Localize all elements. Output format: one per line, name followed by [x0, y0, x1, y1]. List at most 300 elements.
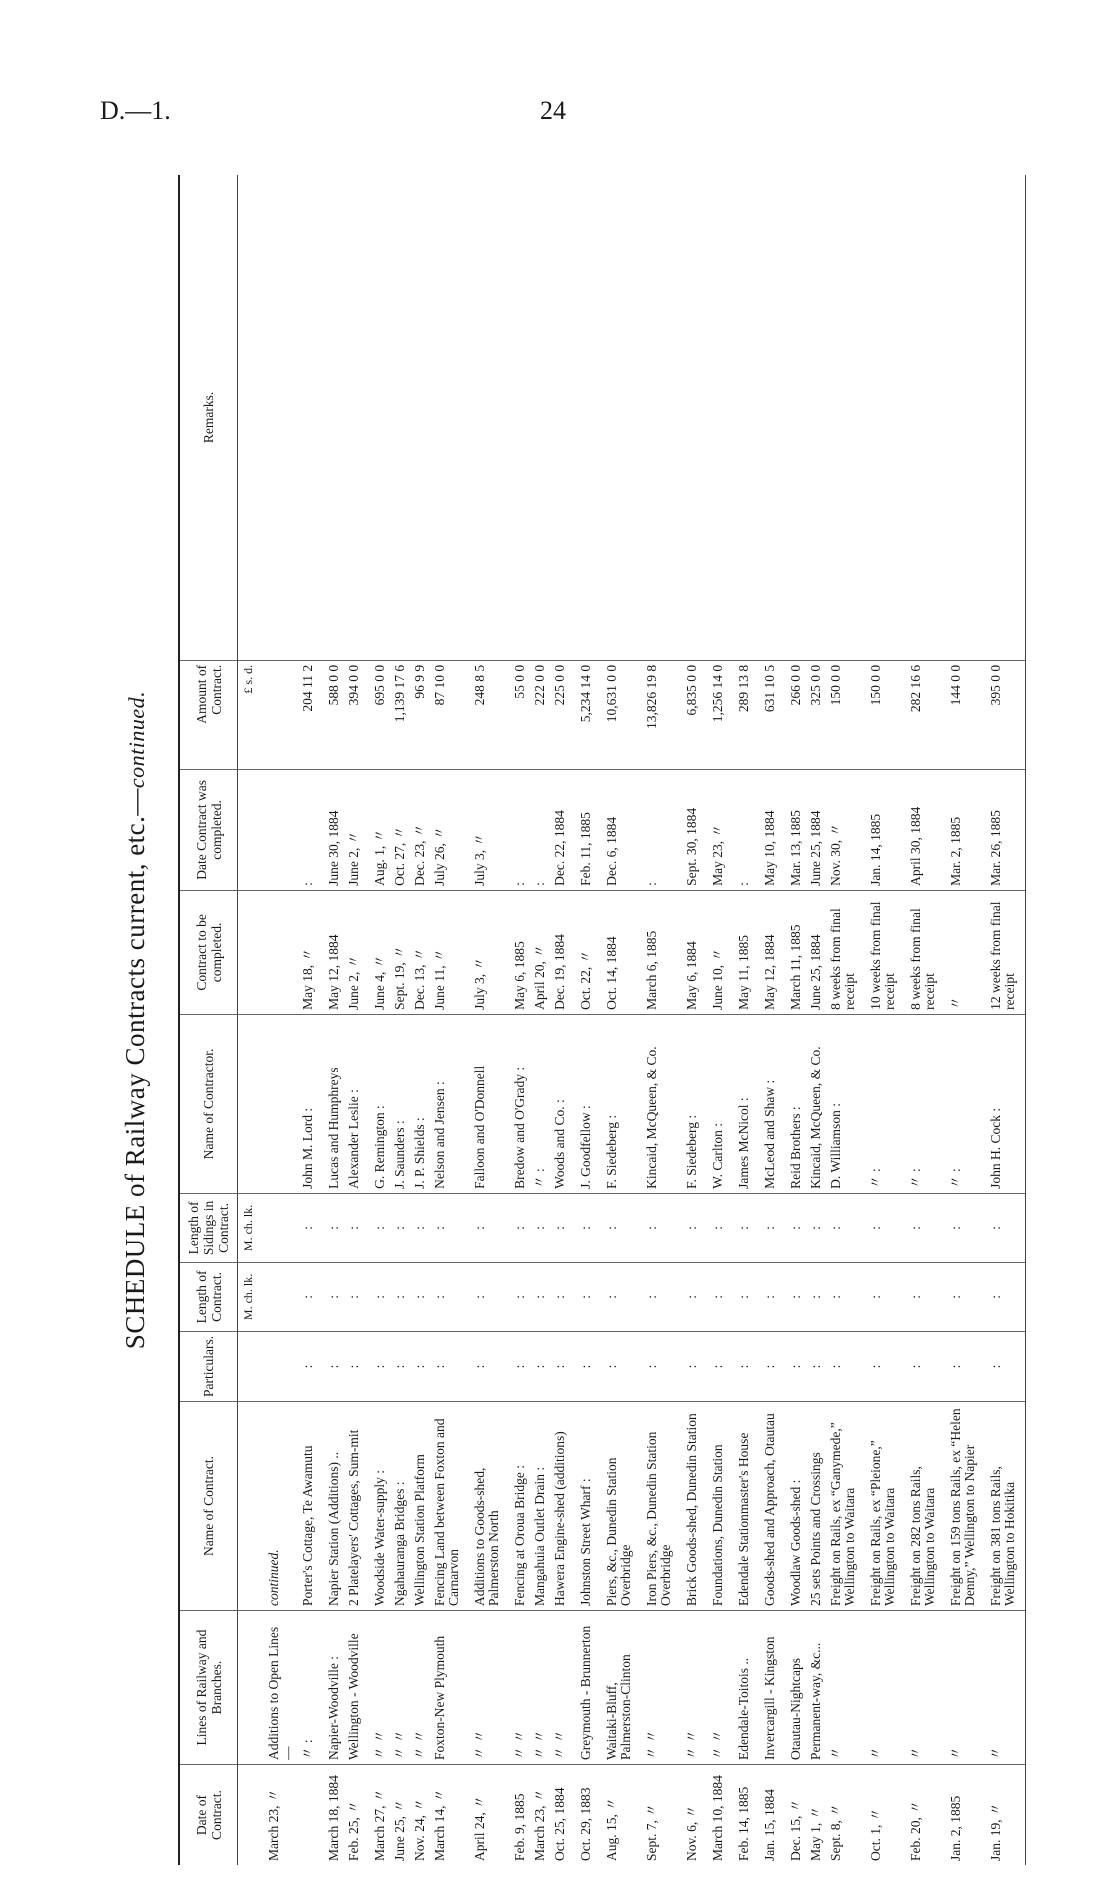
completed-cell: May 23, 〃: [702, 769, 728, 890]
completed-cell: July 26, 〃: [430, 769, 464, 890]
length-cell: :: [318, 1262, 344, 1331]
amount-cell: 695 0 0: [364, 660, 390, 769]
sidings-cell: :: [702, 1193, 728, 1262]
completed-cell: Jan. 14, 1885: [860, 769, 900, 890]
particulars-cell: :: [900, 1331, 940, 1401]
length-cell: :: [364, 1262, 390, 1331]
length-cell: :: [980, 1262, 1026, 1331]
table-row: [596, 175, 636, 1865]
contract-name-cell: Johnston Street Wharf :: [570, 1402, 596, 1611]
particulars-cell: :: [940, 1331, 980, 1401]
completed-cell: July 3, 〃: [464, 769, 504, 890]
length-cell: :: [900, 1262, 940, 1331]
contractor-cell: 〃 :: [530, 1014, 550, 1193]
length-cell: :: [676, 1262, 702, 1331]
contractor-cell: Falloon and O'Donnell: [464, 1014, 504, 1193]
table-body: [238, 175, 1026, 1865]
to-be-completed-cell: 10 weeks from final receipt: [860, 890, 900, 1014]
amount-cell: 144 0 0: [940, 660, 980, 769]
sidings-cell: :: [860, 1193, 900, 1262]
contractor-cell: 〃 :: [900, 1014, 940, 1193]
table-row: [410, 175, 430, 1865]
amount-cell: 6,835 0 0: [676, 660, 702, 769]
table-row: [318, 175, 344, 1865]
particulars-cell: :: [980, 1331, 1026, 1401]
contract-name-cell: Foundations, Dunedin Station: [702, 1402, 728, 1611]
lines-cell: 〃 〃: [504, 1611, 530, 1765]
to-be-completed-cell: 8 weeks from final receipt: [826, 890, 860, 1014]
particulars-cell: :: [504, 1331, 530, 1401]
lines-cell: 〃 〃: [464, 1611, 504, 1765]
remarks-cell: [504, 175, 530, 660]
length-cell: :: [550, 1262, 570, 1331]
contractor-cell: 〃 :: [860, 1014, 900, 1193]
length-cell: :: [728, 1262, 754, 1331]
contract-name-cell: Goods-shed and Approach, Otautau: [754, 1402, 780, 1611]
remarks-cell: [410, 175, 430, 660]
particulars-cell: :: [530, 1331, 550, 1401]
length-cell: :: [754, 1262, 780, 1331]
contract-name-cell: Additions to Goods-shed, Palmerston North: [464, 1402, 504, 1611]
sidings-cell: :: [344, 1193, 364, 1262]
contractor-cell: Woods and Co. :: [550, 1014, 570, 1193]
length-units: M. ch. lk.: [238, 1262, 259, 1331]
contract-name-cell: Porter's Cottage, Te Awamutu: [298, 1402, 318, 1611]
to-be-completed-cell: May 6, 1885: [504, 890, 530, 1014]
completed-cell: Mar. 26, 1885: [980, 769, 1026, 890]
date-cell: Feb. 14, 1885: [736, 1786, 751, 1861]
date-cell: Sept. 7, 〃: [644, 1803, 659, 1861]
sidings-cell: :: [596, 1193, 636, 1262]
sidings-cell: :: [318, 1193, 344, 1262]
contract-name-cell: Edendale Stationmaster's House: [728, 1402, 754, 1611]
sidings-cell: :: [940, 1193, 980, 1262]
title-continued: continued.: [124, 690, 149, 789]
lines-cell: Wellington - Woodville: [344, 1611, 364, 1765]
to-be-completed-cell: Dec. 13, 〃: [410, 890, 430, 1014]
completed-cell: :: [636, 769, 676, 890]
amount-cell: 87 10 0: [430, 660, 464, 769]
sidings-cell: :: [298, 1193, 318, 1262]
date-cell: Jan. 19, 〃: [980, 1765, 1026, 1866]
lines-cell: 〃: [826, 1611, 860, 1765]
col-length: Length of Contract.: [179, 1262, 238, 1331]
sidings-cell: :: [728, 1193, 754, 1262]
contractor-cell: J. Goodfellow :: [570, 1014, 596, 1193]
to-be-completed-cell: June 2, 〃: [344, 890, 364, 1014]
sidings-cell: :: [364, 1193, 390, 1262]
table-row: [728, 175, 754, 1865]
amount-cell: 55 0 0: [504, 660, 530, 769]
sidings-cell: :: [780, 1193, 806, 1262]
date-cell: June 25, 〃: [392, 1799, 407, 1861]
to-be-completed-cell: June 4, 〃: [364, 890, 390, 1014]
length-cell: :: [570, 1262, 596, 1331]
length-cell: :: [430, 1262, 464, 1331]
remarks-cell: [596, 175, 636, 660]
to-be-completed-cell: June 11, 〃: [430, 890, 464, 1014]
col-contractor: Name of Contractor.: [179, 1014, 238, 1193]
lines-cell: 〃: [900, 1611, 940, 1765]
contractor-cell: Nelson and Jensen :: [430, 1014, 464, 1193]
lines-cell: 〃 〃: [636, 1611, 676, 1765]
contract-name-cell: Hawera Engine-shed (additions): [550, 1402, 570, 1611]
completed-cell: :: [504, 769, 530, 890]
table-row: [702, 175, 728, 1865]
lines-cell: Otautau-Nightcaps: [780, 1611, 806, 1765]
table-row: [940, 175, 980, 1865]
remarks-cell: [636, 175, 676, 660]
amount-cell: 394 0 0: [344, 660, 364, 769]
contractor-cell: Reid Brothers :: [780, 1014, 806, 1193]
col-remarks: Remarks.: [179, 175, 238, 660]
contracts-table: [178, 175, 1026, 1865]
sidings-cell: :: [550, 1193, 570, 1262]
amount-cell: 225 0 0: [550, 660, 570, 769]
to-be-completed-cell: 〃: [940, 890, 980, 1014]
contractor-cell: McLeod and Shaw :: [754, 1014, 780, 1193]
contractor-cell: J. P. Shields :: [410, 1014, 430, 1193]
amount-cell: 588 0 0: [318, 660, 344, 769]
contractor-cell: Kincaid, McQueen, & Co.: [806, 1014, 826, 1193]
lines-cell: Invercargill - Kingston: [754, 1611, 780, 1765]
length-cell: :: [702, 1262, 728, 1331]
sidings-cell: :: [676, 1193, 702, 1262]
date-cell: March 23, 〃: [266, 1788, 281, 1861]
completed-cell: Dec. 23, 〃: [410, 769, 430, 890]
contractor-cell: John H. Cock :: [980, 1014, 1026, 1193]
amount-cell: 150 0 0: [860, 660, 900, 769]
page-number: 24: [540, 96, 566, 125]
date-cell: Nov. 24, 〃: [412, 1798, 427, 1861]
completed-cell: May 10, 1884: [754, 769, 780, 890]
lines-cell: 〃: [980, 1611, 1026, 1765]
contract-name-cell: Freight on 381 tons Rails, Wellington to Hokitika: [980, 1402, 1026, 1611]
date-cell: May 1, 〃: [808, 1805, 823, 1861]
lines-cell: 〃: [860, 1611, 900, 1765]
remarks-cell: [980, 175, 1026, 660]
table-header-row: [179, 175, 238, 1865]
amount-cell: 10,631 0 0: [596, 660, 636, 769]
length-cell: :: [410, 1262, 430, 1331]
date-cell: Jan. 15, 1884: [762, 1789, 777, 1861]
contract-name-cell: Iron Piers, &c., Dunedin Station Overbridge: [636, 1402, 676, 1611]
date-cell: Jan. 2, 1885: [948, 1795, 963, 1861]
contractor-cell: Lucas and Humphreys: [318, 1014, 344, 1193]
contract-name-cell: 2 Platelayers' Cottages, Sum-mit: [344, 1402, 364, 1611]
sidings-cell: :: [430, 1193, 464, 1262]
length-cell: :: [940, 1262, 980, 1331]
completed-cell: Sept. 30, 1884: [676, 769, 702, 890]
col-sidings: Length of Sidings in Contract.: [179, 1193, 238, 1262]
to-be-completed-cell: July 3, 〃: [464, 890, 504, 1014]
amount-cell: 1,139 17 6: [390, 660, 410, 769]
amount-units: £ s. d.: [238, 660, 259, 769]
date-cell: Oct. 25, 1884: [552, 1787, 567, 1861]
date-cell: Oct. 29, 1883: [578, 1787, 593, 1861]
sidings-cell: :: [636, 1193, 676, 1262]
schedule-title: [120, 175, 180, 1865]
to-be-completed-cell: May 12, 1884: [754, 890, 780, 1014]
contractor-cell: W. Carlton :: [702, 1014, 728, 1193]
lines-cell: Greymouth - Brunnerton: [570, 1611, 596, 1765]
contract-name-cell: Wellington Station Platform: [410, 1402, 430, 1611]
sidings-cell: :: [826, 1193, 860, 1262]
remarks-cell: [806, 175, 826, 660]
particulars-cell: :: [728, 1331, 754, 1401]
to-be-completed-cell: April 20, 〃: [530, 890, 550, 1014]
particulars-cell: [258, 1331, 298, 1401]
particulars-cell: :: [754, 1331, 780, 1401]
lines-cell: 〃 〃: [676, 1611, 702, 1765]
contract-name-cell: Brick Goods-shed, Dunedin Station: [676, 1402, 702, 1611]
sidings-cell: :: [410, 1193, 430, 1262]
particulars-cell: :: [596, 1331, 636, 1401]
date-cell: Sept. 8, 〃: [828, 1803, 843, 1861]
length-cell: :: [826, 1262, 860, 1331]
to-be-completed-cell: 12 weeks from final receipt: [980, 890, 1026, 1014]
contractor-cell: John M. Lord :: [298, 1014, 318, 1193]
amount-cell: 1,256 14 0: [702, 660, 728, 769]
length-cell: :: [390, 1262, 410, 1331]
table-row: [570, 175, 596, 1865]
date-cell: March 27, 〃: [372, 1788, 387, 1861]
table-row: [430, 175, 464, 1865]
amount-cell: 222 0 0: [530, 660, 550, 769]
lines-cell: 〃 :: [298, 1611, 318, 1765]
contract-name-cell: Freight on 282 tons Rails, Wellington to Waitara: [900, 1402, 940, 1611]
amount-cell: 13,826 19 8: [636, 660, 676, 769]
contractor-cell: [258, 1014, 298, 1193]
particulars-cell: :: [570, 1331, 596, 1401]
completed-cell: June 25, 1884: [806, 769, 826, 890]
date-cell: [298, 1765, 318, 1866]
particulars-cell: :: [826, 1331, 860, 1401]
length-cell: :: [636, 1262, 676, 1331]
date-cell: Oct. 1, 〃: [868, 1807, 883, 1861]
completed-cell: :: [298, 769, 318, 890]
date-cell: Dec. 15, 〃: [788, 1798, 803, 1861]
lines-cell: 〃 〃: [410, 1611, 430, 1765]
particulars-cell: :: [806, 1331, 826, 1401]
remarks-cell: [754, 175, 780, 660]
table-row: [780, 175, 806, 1865]
remarks-cell: [344, 175, 364, 660]
remarks-cell: [464, 175, 504, 660]
remarks-cell: [940, 175, 980, 660]
contractor-cell: G. Remington :: [364, 1014, 390, 1193]
particulars-cell: :: [636, 1331, 676, 1401]
contract-name-cell: Napier Station (Additions) ..: [318, 1402, 344, 1611]
particulars-cell: :: [780, 1331, 806, 1401]
table-row: [676, 175, 702, 1865]
table-row: [258, 175, 298, 1865]
lines-cell: Edendale-Toitois ..: [728, 1611, 754, 1765]
contractor-cell: Bredow and O'Grady :: [504, 1014, 530, 1193]
amount-cell: 282 16 6: [900, 660, 940, 769]
sidings-cell: :: [570, 1193, 596, 1262]
particulars-cell: :: [464, 1331, 504, 1401]
length-cell: :: [806, 1262, 826, 1331]
table-row: [980, 175, 1026, 1865]
sidings-cell: :: [900, 1193, 940, 1262]
remarks-cell: [530, 175, 550, 660]
to-be-completed-cell: Dec. 19, 1884: [550, 890, 570, 1014]
to-be-completed-cell: Oct. 22, 〃: [570, 890, 596, 1014]
particulars-cell: :: [430, 1331, 464, 1401]
remarks-cell: [900, 175, 940, 660]
particulars-cell: :: [344, 1331, 364, 1401]
table-row: [860, 175, 900, 1865]
sidings-cell: :: [754, 1193, 780, 1262]
amount-cell: 266 0 0: [780, 660, 806, 769]
amount-cell: 395 0 0: [980, 660, 1026, 769]
lines-cell: 〃 〃: [390, 1611, 410, 1765]
to-be-completed-cell: May 11, 1885: [728, 890, 754, 1014]
table-row: [390, 175, 410, 1865]
contract-name-cell: Ngahauranga Bridges :: [390, 1402, 410, 1611]
col-date: Date of Contract.: [179, 1765, 238, 1866]
remarks-cell: [826, 175, 860, 660]
remarks-cell: [550, 175, 570, 660]
col-completed: Date Contract was completed.: [179, 769, 238, 890]
amount-cell: 631 10 5: [754, 660, 780, 769]
completed-cell: :: [530, 769, 550, 890]
table-row: [900, 175, 940, 1865]
table-row: [636, 175, 676, 1865]
date-cell: Feb. 25, 〃: [346, 1800, 361, 1861]
table-row: [344, 175, 364, 1865]
sidings-cell: :: [504, 1193, 530, 1262]
col-to-be-completed: Contract to be completed.: [179, 890, 238, 1014]
sidings-units: M. ch. lk.: [238, 1193, 259, 1262]
lines-cell: Permanent-way, &c...: [806, 1611, 826, 1765]
particulars-cell: :: [364, 1331, 390, 1401]
contract-name-cell: continued.: [258, 1402, 298, 1611]
remarks-cell: [258, 175, 298, 660]
amount-cell: 289 13 8: [728, 660, 754, 769]
remarks-cell: [318, 175, 344, 660]
col-lines: Lines of Railway and Branches.: [179, 1611, 238, 1765]
to-be-completed-cell: May 6, 1884: [676, 890, 702, 1014]
length-cell: [258, 1262, 298, 1331]
completed-cell: :: [728, 769, 754, 890]
date-cell: April 24, 〃: [472, 1795, 487, 1861]
contractor-cell: F. Siedeberg :: [596, 1014, 636, 1193]
contractor-cell: Kincaid, McQueen, & Co.: [636, 1014, 676, 1193]
particulars-cell: :: [676, 1331, 702, 1401]
lines-cell: 〃 〃: [702, 1611, 728, 1765]
completed-cell: Feb. 11, 1885: [570, 769, 596, 890]
contract-name-cell: Piers, &c., Dunedin Station Overbridge: [596, 1402, 636, 1611]
contract-name-cell: Freight on 159 tons Rails, ex “Helen Denny,” Wellington to Napier: [940, 1402, 980, 1611]
col-amount: Amount of Contract.: [179, 660, 238, 769]
date-cell: March 14, 〃: [432, 1788, 447, 1861]
length-cell: :: [464, 1262, 504, 1331]
contract-name-cell: Woodlaw Goods-shed :: [780, 1402, 806, 1611]
amount-cell: 248 8 5: [464, 660, 504, 769]
table-row: [806, 175, 826, 1865]
remarks-cell: [728, 175, 754, 660]
amount-cell: 5,234 14 0: [570, 660, 596, 769]
table-row: [464, 175, 504, 1865]
completed-cell: Mar. 2, 1885: [940, 769, 980, 890]
lines-cell: 〃: [940, 1611, 980, 1765]
sidings-cell: :: [806, 1193, 826, 1262]
completed-cell: [258, 769, 298, 890]
completed-cell: June 2, 〃: [344, 769, 364, 890]
to-be-completed-cell: June 25, 1884: [806, 890, 826, 1014]
units-row: [238, 175, 259, 1865]
date-cell: March 23, 〃: [532, 1788, 547, 1861]
sidings-cell: :: [390, 1193, 410, 1262]
to-be-completed-cell: May 18, 〃: [298, 890, 318, 1014]
col-particulars: Particulars.: [179, 1331, 238, 1401]
completed-cell: Dec. 6, 1884: [596, 769, 636, 890]
contractor-cell: J. Saunders :: [390, 1014, 410, 1193]
date-cell: Feb. 20, 〃: [908, 1800, 923, 1861]
table-row: [504, 175, 530, 1865]
lines-cell: Waitaki-Bluff, Palmerston-Clinton: [596, 1611, 636, 1765]
particulars-cell: :: [702, 1331, 728, 1401]
completed-cell: Mar. 13, 1885: [780, 769, 806, 890]
length-cell: :: [530, 1262, 550, 1331]
completed-cell: Oct. 27, 〃: [390, 769, 410, 890]
completed-cell: Dec. 22, 1884: [550, 769, 570, 890]
amount-cell: 150 0 0: [826, 660, 860, 769]
contract-name-cell: Fencing Land between Foxton and Carnarvon: [430, 1402, 464, 1611]
amount-cell: 325 0 0: [806, 660, 826, 769]
to-be-completed-cell: May 12, 1884: [318, 890, 344, 1014]
completed-cell: Nov. 30, 〃: [826, 769, 860, 890]
particulars-cell: :: [410, 1331, 430, 1401]
contract-name-cell: Fencing at Oroua Bridge :: [504, 1402, 530, 1611]
amount-cell: [258, 660, 298, 769]
completed-cell: April 30, 1884: [900, 769, 940, 890]
length-cell: :: [780, 1262, 806, 1331]
page-header-left: D.—1.: [100, 96, 171, 125]
lines-cell: Napier-Woodville :: [318, 1611, 344, 1765]
length-cell: :: [596, 1262, 636, 1331]
amount-cell: 204 11 2: [298, 660, 318, 769]
particulars-cell: :: [298, 1331, 318, 1401]
particulars-cell: :: [390, 1331, 410, 1401]
date-cell: Aug. 15, 〃: [604, 1797, 619, 1861]
contractor-cell: D. Williamson :: [826, 1014, 860, 1193]
to-be-completed-cell: Oct. 14, 1884: [596, 890, 636, 1014]
rotated-page-content: [120, 175, 1020, 1865]
remarks-cell: [570, 175, 596, 660]
table-row: [754, 175, 780, 1865]
date-cell: Nov. 6, 〃: [684, 1804, 699, 1861]
amount-cell: 96 9 9: [410, 660, 430, 769]
remarks-cell: [780, 175, 806, 660]
contractor-cell: Alexander Leslie :: [344, 1014, 364, 1193]
remarks-cell: [702, 175, 728, 660]
lines-cell: 〃 〃: [364, 1611, 390, 1765]
sidings-cell: :: [464, 1193, 504, 1262]
length-cell: :: [504, 1262, 530, 1331]
table-row: [298, 175, 318, 1865]
sidings-cell: [258, 1193, 298, 1262]
length-cell: :: [344, 1262, 364, 1331]
lines-cell: 〃 〃: [530, 1611, 550, 1765]
sidings-cell: :: [980, 1193, 1026, 1262]
length-cell: :: [860, 1262, 900, 1331]
length-cell: :: [298, 1262, 318, 1331]
to-be-completed-cell: March 6, 1885: [636, 890, 676, 1014]
to-be-completed-cell: Sept. 19, 〃: [390, 890, 410, 1014]
